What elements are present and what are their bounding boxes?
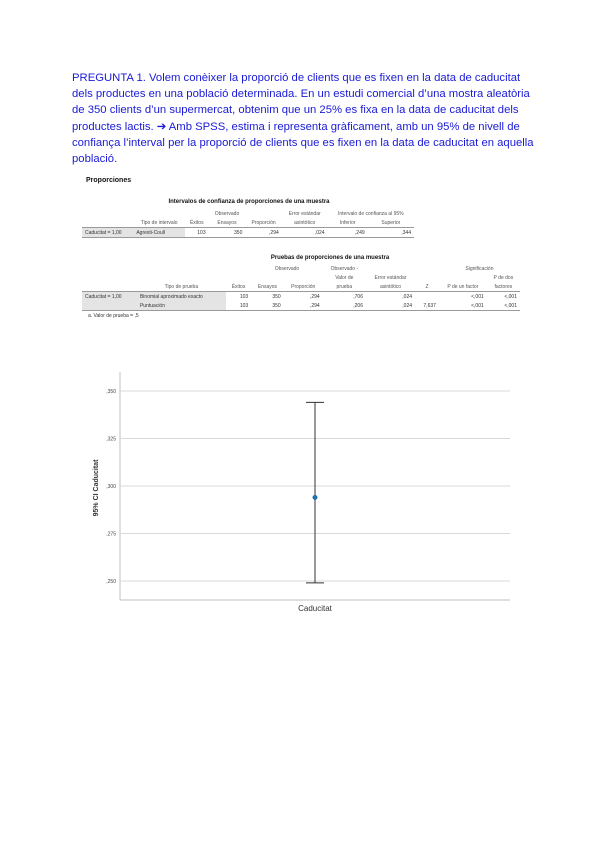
row-label: Caducitat = 1,00 bbox=[82, 292, 137, 302]
chart-x-label: Caducitat bbox=[298, 604, 332, 613]
hdr2-error-1: Error estándar bbox=[374, 274, 407, 281]
cell-exitos: 103 bbox=[226, 292, 251, 302]
hdr2-p1: P de un factor bbox=[447, 283, 479, 290]
cell-ensayos: 350 bbox=[251, 301, 284, 311]
y-tick-label: ,350 bbox=[106, 389, 116, 395]
cell-p1: <,001 bbox=[439, 301, 487, 311]
cell-error: ,024 bbox=[366, 301, 415, 311]
hdr2-p2-2: factores bbox=[494, 283, 513, 290]
cell-p2: <,001 bbox=[487, 301, 520, 311]
hdr2-error-2: asintótico bbox=[379, 283, 402, 290]
cell-error: ,024 bbox=[282, 228, 328, 238]
table2-title: Pruebas de proporciones de una muestra bbox=[270, 255, 390, 261]
row-tipo: Binomial aproximado exacto bbox=[137, 292, 226, 302]
row-label: Caducitat = 1,00 bbox=[82, 228, 133, 238]
hdr-error: Error estándar bbox=[288, 210, 321, 217]
cell-proporcion: ,294 bbox=[284, 292, 323, 302]
hdr2-significacion: Significación bbox=[465, 265, 494, 272]
table1-title: Intervalos de confianza de proporciones de una muestra bbox=[168, 199, 330, 205]
hdr-exitos: Éxitos bbox=[189, 219, 204, 226]
question-text: PREGUNTA 1. Volem conèixer la proporció de clients que es fixen en la data de caducitat dels productes en una població determinada. En un estudi comercial d’una mostra aleatòria de 350 clients d’un supermercat, obtenim que un 25% es fixa en la data de caducitat dels productes lactis. ➔ Amb SPSS, estima i representa gràficament, amb un 95% de nivell de confiança l’interval per la proporció de clients que es fixen en la data de caducitat en aquella població. bbox=[72, 72, 534, 166]
data-point bbox=[313, 495, 317, 499]
hdr-inferior: Inferior bbox=[339, 219, 356, 226]
cell-diff: ,706 bbox=[323, 292, 366, 302]
cell-z: 7,637 bbox=[415, 301, 439, 311]
cell-diff: ,206 bbox=[323, 301, 366, 311]
y-tick-label: ,275 bbox=[106, 531, 116, 538]
cell-superior: ,344 bbox=[368, 228, 414, 238]
hdr2-valor-3: prueba bbox=[336, 283, 353, 290]
section-title: Proporciones bbox=[86, 177, 132, 184]
hdr2-valor-2: Valor de bbox=[335, 274, 354, 281]
cell-error: ,024 bbox=[366, 292, 415, 302]
hdr2-tipo: Tipo de prueba bbox=[164, 283, 199, 290]
hdr2-valor-1: Observado - bbox=[330, 265, 359, 272]
hdr-tipo: Tipo de intervalo bbox=[140, 219, 178, 226]
cell-exitos: 103 bbox=[226, 301, 251, 311]
hdr2-p2-1: P de dos bbox=[493, 274, 514, 281]
hdr-proporcion: Proporción bbox=[251, 219, 276, 226]
cell-p2: <,001 bbox=[487, 292, 520, 302]
cell-ensayos: 350 bbox=[251, 292, 284, 302]
cell-exitos: 103 bbox=[185, 228, 209, 238]
row-tipo: Agresti-Coull bbox=[133, 228, 185, 238]
cell-proporcion: ,294 bbox=[245, 228, 281, 238]
hdr-ensayos: Ensayos bbox=[217, 219, 237, 226]
hdr2-observado: Observado bbox=[274, 265, 300, 272]
y-tick-label: ,325 bbox=[106, 436, 116, 443]
hdr2-z: Z bbox=[425, 283, 429, 290]
y-tick-label: ,250 bbox=[106, 579, 116, 585]
cell-ensayos: 350 bbox=[209, 228, 246, 238]
hdr2-exitos: Éxitos bbox=[231, 283, 246, 290]
chart-y-ticks bbox=[106, 389, 116, 585]
hdr-ic: Intervalo de confianza al 95% bbox=[337, 210, 404, 217]
hdr2-proporcion: Proporción bbox=[291, 283, 316, 290]
hdr-observado: Observado bbox=[214, 210, 240, 217]
hdr-asintotico: asintótico bbox=[294, 219, 316, 226]
chart-marks bbox=[306, 402, 324, 583]
row-tipo: Puntuación bbox=[137, 301, 226, 311]
cell-proporcion: ,294 bbox=[284, 301, 323, 311]
chart-y-label: 95% CI Caducitat bbox=[93, 459, 100, 517]
cell-inferior: ,249 bbox=[328, 228, 368, 238]
table2-footnote: a. Valor de prueba = ,5 bbox=[88, 313, 139, 319]
y-tick-label: ,300 bbox=[106, 484, 116, 490]
hdr-superior: Superior bbox=[381, 219, 401, 226]
hdr2-ensayos: Ensayos bbox=[257, 283, 278, 290]
cell-p1: <,001 bbox=[439, 292, 487, 302]
